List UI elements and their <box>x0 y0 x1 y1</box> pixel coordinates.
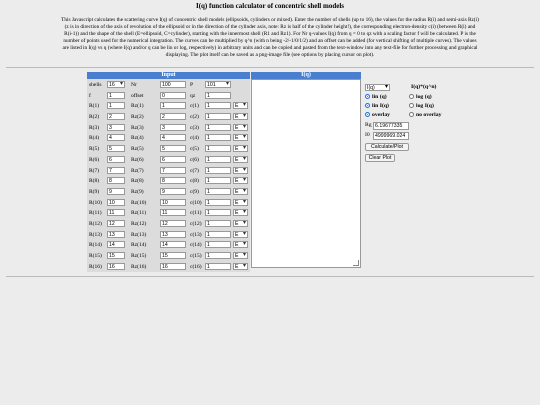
density-label: c(16) <box>190 263 202 270</box>
shape-select[interactable]: E ▾ <box>233 199 248 206</box>
shape-select[interactable]: E ▾ <box>233 167 248 174</box>
radio-label: log I(q) <box>416 103 434 109</box>
radius-label: R(3) <box>89 124 100 131</box>
radius-input[interactable]: 3 <box>107 124 125 131</box>
density-label: c(12) <box>190 220 202 227</box>
nr-label: Nr <box>131 82 137 88</box>
semi-axis-input[interactable]: 16 <box>160 263 186 270</box>
offset-label: offset <box>131 92 144 99</box>
rg-output[interactable]: 6.19677335 <box>373 122 409 130</box>
density-label: c(15) <box>190 253 202 259</box>
density-input[interactable]: 1 <box>205 102 231 109</box>
density-input[interactable]: 1 <box>205 177 231 184</box>
radius-label: R(1) <box>89 103 100 110</box>
radius-input[interactable]: 4 <box>107 134 125 141</box>
density-input[interactable]: 1 <box>205 124 231 131</box>
radius-input[interactable]: 11 <box>107 209 125 216</box>
radio-indicator <box>365 103 370 108</box>
input-rows <box>87 79 250 272</box>
page-title: I(q) function calculator of concentric shell models <box>195 2 345 10</box>
radius-input[interactable]: 12 <box>107 220 125 227</box>
radio-indicator <box>409 112 414 117</box>
shell-row <box>87 101 250 112</box>
radius-label: R(6) <box>89 156 100 163</box>
input-panel-header: Input <box>87 72 250 79</box>
radio-lin-q[interactable] <box>365 93 387 101</box>
shape-select[interactable]: E ▾ <box>233 252 248 259</box>
density-input[interactable]: 1 <box>205 263 231 270</box>
density-input[interactable]: 1 <box>205 220 231 227</box>
shell-row <box>87 187 250 198</box>
shape-select[interactable]: E ▾ <box>233 263 248 270</box>
iq-panel-header: I(q) <box>251 72 361 79</box>
shell-row <box>87 166 250 177</box>
settings-row-2 <box>87 91 250 102</box>
shell-row <box>87 155 250 166</box>
shape-select[interactable]: E ▾ <box>233 134 248 141</box>
semi-axis-input[interactable]: 4 <box>160 134 186 141</box>
multiplier-select[interactable]: I(q) ▾ <box>365 84 390 91</box>
semi-axis-label: Rz(2) <box>131 114 144 121</box>
radius-label: R(13) <box>89 231 102 238</box>
semi-axis-input[interactable]: 10 <box>160 199 186 206</box>
shell-row <box>87 251 250 262</box>
semi-axis-input[interactable]: 5 <box>160 145 186 152</box>
radius-input[interactable]: 5 <box>107 145 125 152</box>
shell-row <box>87 123 250 134</box>
radius-input[interactable]: 6 <box>107 156 125 163</box>
semi-axis-label: Rz(6) <box>131 156 144 163</box>
semi-axis-input[interactable]: 11 <box>160 209 186 216</box>
radius-input[interactable]: 15 <box>107 252 125 259</box>
semi-axis-input[interactable]: 3 <box>160 124 186 131</box>
density-input[interactable]: 1 <box>205 134 231 141</box>
semi-axis-input[interactable]: 2 <box>160 113 186 120</box>
radio-log-i[interactable] <box>409 102 434 110</box>
radius-label: R(9) <box>89 188 100 195</box>
semi-axis-input[interactable]: 7 <box>160 167 186 174</box>
density-input[interactable]: 1 <box>205 241 231 248</box>
description <box>6 17 534 59</box>
description-line: This Javascript calculates the scattering curve I(q) of concentric shell models (ellipsoids, cylinders or mixed). Enter the number of shells (up to 16), the values for the radius R(i) and semi-axis Rz(i) <box>61 17 479 23</box>
shell-row <box>87 133 250 144</box>
density-input[interactable]: 1 <box>205 145 231 152</box>
shell-row <box>87 230 250 241</box>
radius-label: R(12) <box>89 220 102 227</box>
semi-axis-input[interactable]: 13 <box>160 231 186 238</box>
semi-axis-label: Rz(13) <box>131 231 147 238</box>
radius-input[interactable]: 10 <box>107 199 125 206</box>
description-line: are listed in I(q) vs q (where I(q) and/or q can be lin or log, respectively) in arbitrary units and can be copied and pasted from the text-window into any text-file for further processing and graphical <box>62 45 478 51</box>
semi-axis-label: Rz(14) <box>131 242 147 249</box>
radio-label: log (q) <box>416 94 432 100</box>
shape-select[interactable]: E ▾ <box>233 209 248 216</box>
semi-axis-label: Rz(9) <box>131 188 144 195</box>
semi-axis-label: Rz(5) <box>131 146 144 153</box>
density-label: c(10) <box>190 199 202 206</box>
radio-indicator <box>409 103 414 108</box>
density-input[interactable]: 1 <box>205 113 231 120</box>
semi-axis-label: Rz(11) <box>131 210 147 217</box>
radio-indicator <box>365 112 370 117</box>
radius-input[interactable]: 14 <box>107 241 125 248</box>
radius-input[interactable]: 8 <box>107 177 125 184</box>
radius-input[interactable]: 13 <box>107 231 125 238</box>
radius-label: R(7) <box>89 167 100 174</box>
radius-input[interactable]: 9 <box>107 188 125 195</box>
radio-label: overlay <box>372 112 391 118</box>
radius-input[interactable]: 7 <box>107 167 125 174</box>
radius-label: R(8) <box>89 178 100 185</box>
shape-select[interactable]: E ▾ <box>233 113 248 120</box>
radio-no-overlay[interactable] <box>409 111 441 119</box>
density-label: c(11) <box>190 210 202 217</box>
description-line: number of points used for the numerical integration. The curves can be multiplied by q^n (with n being -2/-1/0/1/2) and an offset can be added (for vertical shifting of multiple curves). The values <box>63 38 477 44</box>
density-input[interactable]: 1 <box>205 231 231 238</box>
shape-select[interactable]: E ▾ <box>233 231 248 238</box>
radius-label: R(5) <box>89 146 100 153</box>
offset-input[interactable]: 0 <box>160 92 186 99</box>
shell-row <box>87 144 250 155</box>
shape-select[interactable]: E ▾ <box>233 145 248 152</box>
radio-label: no overlay <box>416 112 442 118</box>
p-label: P <box>190 82 194 88</box>
radius-label: R(10) <box>89 199 102 206</box>
shells-select[interactable]: 16 ▾ <box>107 81 125 88</box>
radius-input[interactable]: 1 <box>107 102 125 109</box>
density-label: c(1) <box>190 103 199 110</box>
shell-row <box>87 219 250 230</box>
density-label: c(14) <box>190 242 202 249</box>
description-line: (z is in direction of the axis of revolution of the ellipsoid or in the direction of the cylinder axis, note: Rz is half of the cylinder height!), the corresponding electron-density c(i) (between R(i) and <box>64 24 476 30</box>
semi-axis-label: Rz(16) <box>131 263 147 270</box>
clear-plot-button[interactable]: Clear Plot <box>365 154 395 162</box>
radio-indicator <box>365 94 370 99</box>
density-label: c(9) <box>190 188 199 195</box>
description-line: displaying. The plot itself can be saved as a png-image file (see options by placing cursor on plot). <box>165 52 375 58</box>
shape-select[interactable]: E ▾ <box>233 188 248 195</box>
radio-label: lin I(q) <box>372 103 389 109</box>
shell-row <box>87 262 250 273</box>
semi-axis-label: Rz(15) <box>131 253 147 259</box>
radius-label: R(2) <box>89 114 100 121</box>
semi-axis-input[interactable]: 1 <box>160 102 186 109</box>
f-label: f <box>89 92 91 99</box>
shape-select[interactable]: E ▾ <box>233 102 248 109</box>
iq-output-textarea[interactable] <box>251 79 361 268</box>
semi-axis-input[interactable]: 9 <box>160 188 186 195</box>
radius-label: R(14) <box>89 242 102 249</box>
density-input[interactable]: 1 <box>205 188 231 195</box>
shell-row <box>87 208 250 219</box>
semi-axis-input[interactable]: 15 <box>160 252 186 259</box>
radius-input[interactable]: 2 <box>107 113 125 120</box>
qz-input[interactable]: 1 <box>205 92 231 99</box>
f-input[interactable]: 1 <box>107 92 125 99</box>
semi-axis-input[interactable]: 14 <box>160 241 186 248</box>
density-label: c(13) <box>190 231 202 238</box>
density-label: c(6) <box>190 156 199 163</box>
semi-axis-label: Rz(12) <box>131 220 147 227</box>
density-input[interactable]: 1 <box>205 252 231 259</box>
shells-label: shells <box>89 82 102 88</box>
semi-axis-label: Rz(10) <box>131 199 147 206</box>
radio-overlay[interactable] <box>365 111 390 119</box>
i0-label: I0 <box>365 132 370 138</box>
divider-bottom <box>6 276 534 277</box>
settings-row-1 <box>87 80 250 91</box>
density-input[interactable]: 1 <box>205 156 231 163</box>
iq-panel <box>251 72 361 268</box>
semi-axis-label: Rz(8) <box>131 178 144 185</box>
radius-label: R(4) <box>89 135 100 142</box>
density-input[interactable]: 1 <box>205 199 231 206</box>
rg-label: Rg <box>365 122 372 128</box>
radio-indicator <box>409 94 414 99</box>
radius-label: R(16) <box>89 263 102 270</box>
density-label: c(4) <box>190 135 199 142</box>
semi-axis-label: Rz(3) <box>131 124 144 131</box>
radio-log-q[interactable] <box>409 93 432 101</box>
shell-rows <box>87 101 250 272</box>
shell-row <box>87 112 250 123</box>
density-label: c(3) <box>190 124 199 131</box>
semi-axis-input[interactable]: 12 <box>160 220 186 227</box>
radius-label: R(11) <box>89 210 102 217</box>
shape-select[interactable]: E ▾ <box>233 220 248 227</box>
shape-select[interactable]: E ▾ <box>233 241 248 248</box>
density-label: c(2) <box>190 114 199 121</box>
p-select[interactable]: 101 ▾ <box>205 81 231 88</box>
semi-axis-label: Rz(1) <box>131 103 144 110</box>
i0-output[interactable]: 4999969.024 <box>373 132 409 140</box>
shape-select[interactable]: E ▾ <box>233 124 248 131</box>
density-label: c(8) <box>190 178 199 185</box>
shape-select[interactable]: E ▾ <box>233 156 248 163</box>
radio-lin-i[interactable] <box>365 102 389 110</box>
divider-top <box>6 67 534 68</box>
shape-select[interactable]: E ▾ <box>233 177 248 184</box>
density-label: c(7) <box>190 167 199 174</box>
radius-label: R(15) <box>89 253 102 259</box>
calculate-plot-button[interactable]: Calculate/Plot <box>365 143 409 151</box>
input-panel <box>87 72 250 272</box>
radio-label: lin (q) <box>372 94 387 100</box>
shell-row <box>87 240 250 251</box>
density-label: c(5) <box>190 146 199 153</box>
controls-panel <box>365 84 535 174</box>
semi-axis-label: Rz(4) <box>131 135 144 142</box>
density-input[interactable]: 1 <box>205 209 231 216</box>
radius-input[interactable]: 16 <box>107 263 125 270</box>
semi-axis-input[interactable]: 8 <box>160 177 186 184</box>
shell-row <box>87 176 250 187</box>
qz-label: qz <box>190 92 196 99</box>
description-line: R(i-1)) and the shape of the shell (E=ellipsoid, C=cylinder), starting with the innermost shell (R1 and Rz1). For Nr q-values I(q) from q = 0 to qz with a scaling factor f will be calculated. P is the <box>64 31 476 37</box>
semi-axis-input[interactable]: 6 <box>160 156 186 163</box>
density-input[interactable]: 1 <box>205 167 231 174</box>
resize-handle-icon[interactable] <box>353 260 359 266</box>
multiplier-label: I(q)*(q^n) <box>411 84 437 90</box>
semi-axis-label: Rz(7) <box>131 167 144 174</box>
nr-input[interactable]: 100 <box>160 81 186 88</box>
shell-row <box>87 198 250 209</box>
